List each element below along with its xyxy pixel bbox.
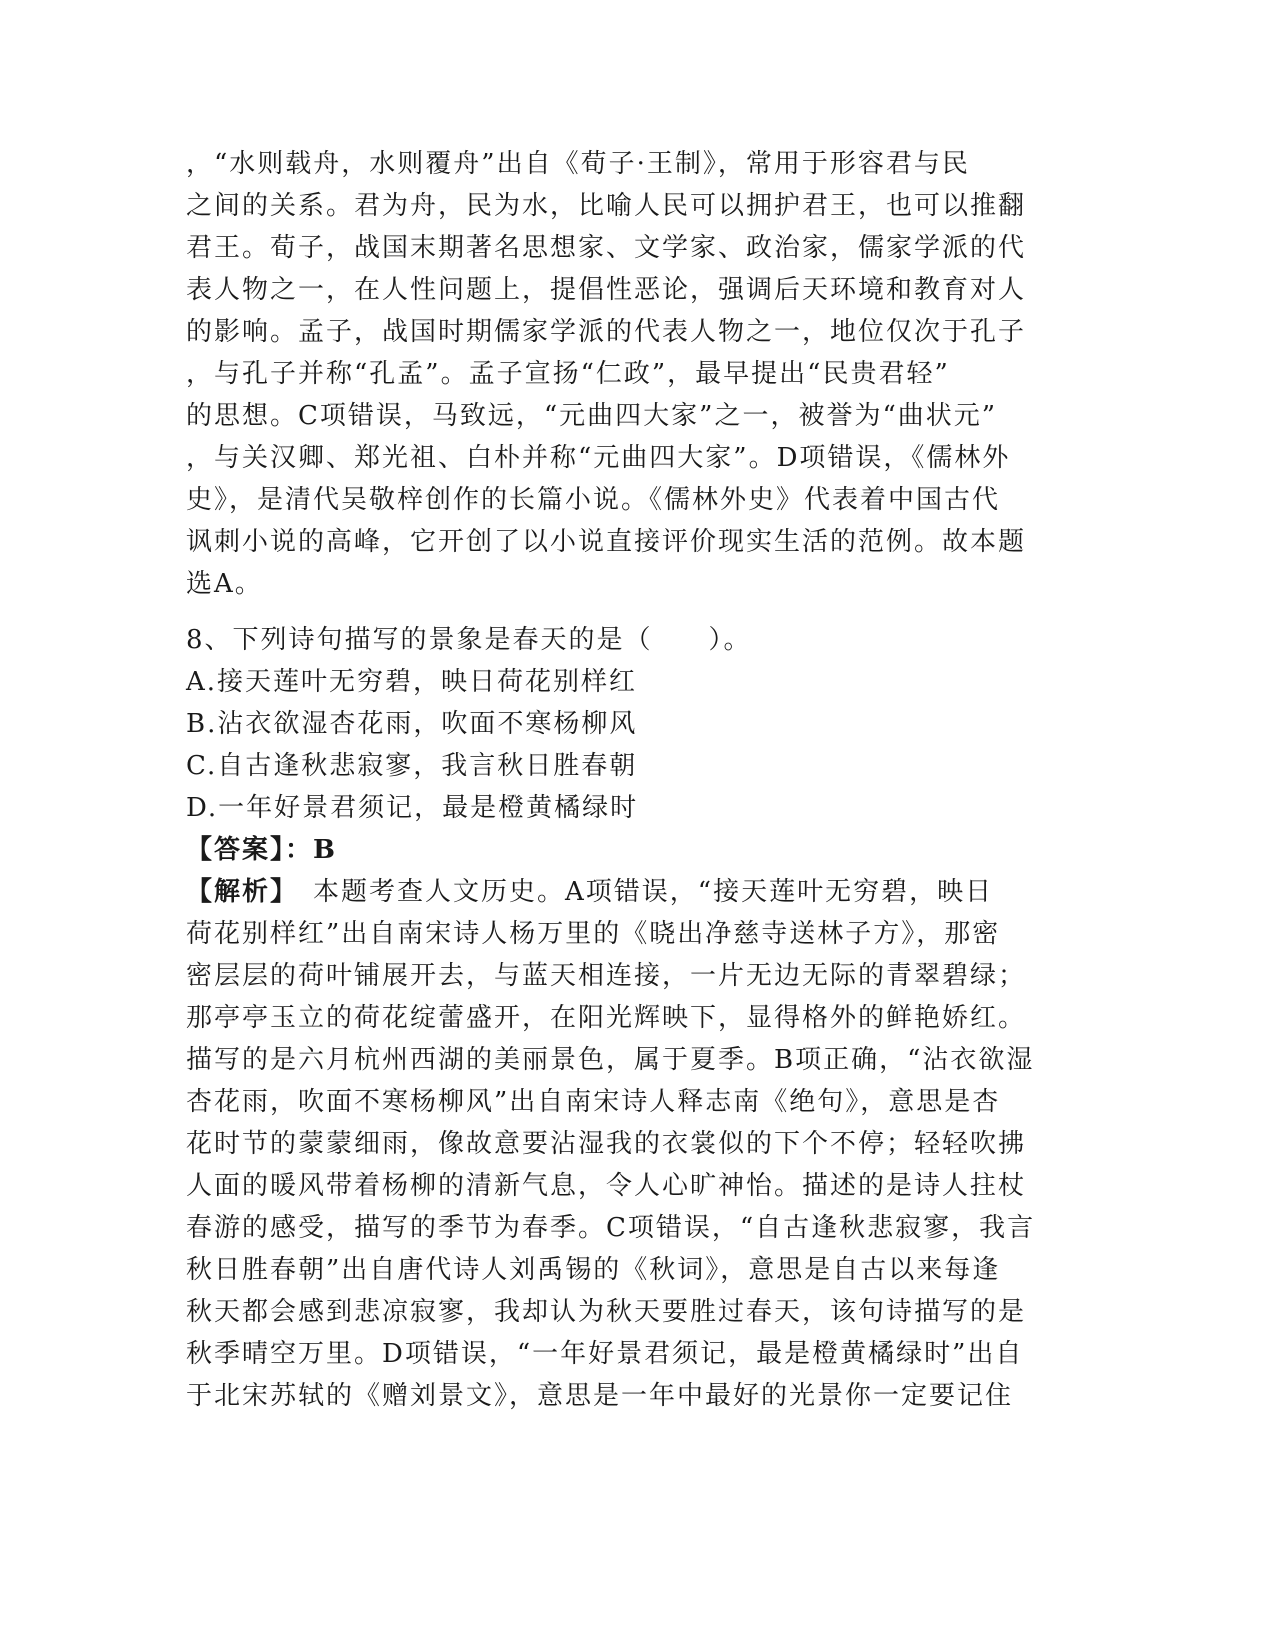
option-b: B.沾衣欲湿杏花雨，吹面不寒杨柳风 [186, 709, 638, 739]
analysis-line: 于北宋苏轼的《赠刘景文》，意思是一年中最好的光景你一定要记住 [186, 1381, 1014, 1411]
analysis-first-line [186, 876, 1086, 908]
continuation-line: 的思想。C项错误，马致远，“元曲四大家”之一，被誉为“曲状元” [186, 401, 998, 431]
option-a: A.接天莲叶无穷碧，映日荷花别样红 [186, 667, 638, 697]
continuation-line: 表人物之一，在人性问题上，提倡性恶论，强调后天环境和教育对人 [186, 275, 1027, 305]
answer-label: 【答案】 [186, 835, 286, 865]
option-c: C.自古逢秋悲寂寥，我言秋日胜春朝 [186, 751, 638, 781]
analysis-line: 秋日胜春朝”出自唐代诗人刘禹锡的《秋词》，意思是自古以来每逢 [186, 1255, 1001, 1285]
continuation-line: 讽刺小说的高峰，它开创了以小说直接评价现实生活的范例。故本题 [186, 527, 1027, 557]
option-d: D.一年好景君须记，最是橙黄橘绿时 [186, 793, 639, 823]
answer-value: ：B [285, 835, 337, 865]
analysis-line: 密层层的荷叶铺展开去，与蓝天相连接，一片无边无际的青翠碧绿； [186, 961, 1027, 991]
continuation-line: 君王。荀子，战国末期著名思想家、文学家、政治家，儒家学派的代 [186, 233, 1027, 263]
question-stem: 8、下列诗句描写的景象是春天的是（ ）。 [186, 625, 752, 655]
analysis-line: 秋天都会感到悲凉寂寥，我却认为秋天要胜过春天，该句诗描写的是 [186, 1297, 1027, 1327]
analysis-line: 杏花雨，吹面不寒杨柳风”出自南宋诗人释志南《绝句》，意思是杏 [186, 1087, 1001, 1117]
analysis-line: 花时节的蒙蒙细雨，像故意要沾湿我的衣裳似的下个不停；轻轻吹拂 [186, 1129, 1027, 1159]
analysis-line: 描写的是六月杭州西湖的美丽景色，属于夏季。B项正确，“沾衣欲湿 [186, 1045, 1035, 1075]
analysis-line: 那亭亭玉立的荷花绽蕾盛开，在阳光辉映下，显得格外的鲜艳娇红。 [186, 1003, 1027, 1033]
continuation-line: 之间的关系。君为舟，民为水，比喻人民可以拥护君王，也可以推翻 [186, 191, 1027, 221]
analysis-line: 荷花别样红”出自南宋诗人杨万里的《晓出净慈寺送林子方》，那密 [186, 919, 1001, 949]
analysis-label: 【解析】 [186, 877, 286, 907]
analysis-line: 秋季晴空万里。D项错误，“一年好景君须记，最是橙黄橘绿时”出自 [186, 1339, 1024, 1369]
continuation-line: ，“水则载舟，水则覆舟”出自《荀子·王制》，常用于形容君与民 [186, 149, 970, 179]
continuation-line: 选A。 [186, 569, 263, 599]
continuation-line: 的影响。孟子，战国时期儒家学派的代表人物之一，地位仅次于孔子 [186, 317, 1027, 347]
analysis-line: 人面的暖风带着杨柳的清新气息，令人心旷神怡。描述的是诗人拄杖 [186, 1171, 1027, 1201]
continuation-line: ，与孔子并称“孔孟”。孟子宣扬“仁政”，最早提出“民贵君轻” [186, 359, 950, 389]
continuation-line: ，与关汉卿、郑光祖、白朴并称“元曲四大家”。D项错误，《儒林外 [186, 443, 1011, 473]
continuation-line: 史》，是清代吴敬梓创作的长篇小说。《儒林外史》代表着中国古代 [186, 485, 1001, 515]
analysis-line: 春游的感受，描写的季节为春季。C项错误，“自古逢秋悲寂寥，我言 [186, 1213, 1036, 1243]
analysis-text: 本题考查人文历史。A项错误，“接天莲叶无穷碧，映日 [285, 877, 994, 907]
answer-line [186, 834, 1086, 866]
